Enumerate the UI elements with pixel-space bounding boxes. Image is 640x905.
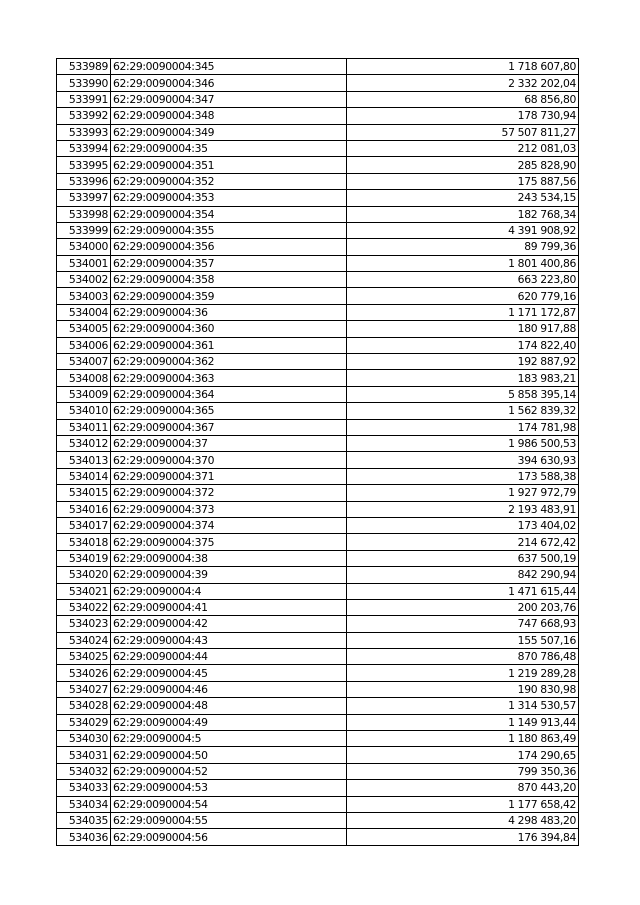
cadastral-number-cell: 62:29:0090004:356 <box>111 239 347 255</box>
table-row <box>57 75 579 91</box>
row-number-cell: 533999 <box>57 222 111 238</box>
cadastral-value-cell: 1 219 289,28 <box>347 665 579 681</box>
cadastral-number-cell: 62:29:0090004:363 <box>111 370 347 386</box>
table-row <box>57 452 579 468</box>
table-row <box>57 501 579 517</box>
cadastral-value-cell: 842 290,94 <box>347 567 579 583</box>
row-number-cell: 534018 <box>57 534 111 550</box>
table-row <box>57 550 579 566</box>
cadastral-value-cell: 180 917,88 <box>347 321 579 337</box>
cadastral-number-cell: 62:29:0090004:49 <box>111 714 347 730</box>
table-row <box>57 91 579 107</box>
row-number-cell: 533993 <box>57 124 111 140</box>
table-row <box>57 632 579 648</box>
row-number-cell: 534032 <box>57 763 111 779</box>
table-row <box>57 419 579 435</box>
row-number-cell: 533994 <box>57 140 111 156</box>
row-number-cell: 533996 <box>57 173 111 189</box>
cadastral-number-cell: 62:29:0090004:44 <box>111 649 347 665</box>
cadastral-value-cell: 637 500,19 <box>347 550 579 566</box>
cadastral-value-cell: 174 822,40 <box>347 337 579 353</box>
row-number-cell: 534036 <box>57 829 111 845</box>
row-number-cell: 534017 <box>57 517 111 533</box>
cadastral-value-cell: 155 507,16 <box>347 632 579 648</box>
cadastral-value-cell: 176 394,84 <box>347 829 579 845</box>
table-row <box>57 59 579 75</box>
table-row <box>57 173 579 189</box>
cadastral-number-cell: 62:29:0090004:55 <box>111 812 347 828</box>
cadastral-number-cell: 62:29:0090004:375 <box>111 534 347 550</box>
row-number-cell: 534009 <box>57 386 111 402</box>
cadastral-number-cell: 62:29:0090004:357 <box>111 255 347 271</box>
table-row <box>57 567 579 583</box>
table-row <box>57 403 579 419</box>
cadastral-number-cell: 62:29:0090004:362 <box>111 354 347 370</box>
row-number-cell: 534008 <box>57 370 111 386</box>
row-number-cell: 534033 <box>57 780 111 796</box>
table-body <box>57 59 579 846</box>
cadastral-value-cell: 870 443,20 <box>347 780 579 796</box>
cadastral-number-cell: 62:29:0090004:373 <box>111 501 347 517</box>
cadastral-number-cell: 62:29:0090004:349 <box>111 124 347 140</box>
table-row <box>57 239 579 255</box>
row-number-cell: 533991 <box>57 91 111 107</box>
cadastral-number-cell: 62:29:0090004:351 <box>111 157 347 173</box>
row-number-cell: 534016 <box>57 501 111 517</box>
row-number-cell: 534022 <box>57 599 111 615</box>
cadastral-number-cell: 62:29:0090004:347 <box>111 91 347 107</box>
cadastral-number-cell: 62:29:0090004:370 <box>111 452 347 468</box>
cadastral-value-cell: 1 801 400,86 <box>347 255 579 271</box>
cadastral-number-cell: 62:29:0090004:36 <box>111 304 347 320</box>
cadastral-number-cell: 62:29:0090004:50 <box>111 747 347 763</box>
cadastral-value-cell: 200 203,76 <box>347 599 579 615</box>
table-row <box>57 370 579 386</box>
row-number-cell: 534028 <box>57 698 111 714</box>
row-number-cell: 534015 <box>57 485 111 501</box>
row-number-cell: 533990 <box>57 75 111 91</box>
table-row <box>57 337 579 353</box>
cadastral-value-cell: 57 507 811,27 <box>347 124 579 140</box>
cadastral-number-cell: 62:29:0090004:46 <box>111 681 347 697</box>
cadastral-value-cell: 4 391 908,92 <box>347 222 579 238</box>
cadastral-number-cell: 62:29:0090004:354 <box>111 206 347 222</box>
table-row <box>57 665 579 681</box>
row-number-cell: 534025 <box>57 649 111 665</box>
row-number-cell: 534003 <box>57 288 111 304</box>
cadastral-number-cell: 62:29:0090004:361 <box>111 337 347 353</box>
row-number-cell: 534034 <box>57 796 111 812</box>
cadastral-number-cell: 62:29:0090004:39 <box>111 567 347 583</box>
row-number-cell: 534021 <box>57 583 111 599</box>
table-row <box>57 255 579 271</box>
row-number-cell: 534026 <box>57 665 111 681</box>
cadastral-value-cell: 1 149 913,44 <box>347 714 579 730</box>
row-number-cell: 534005 <box>57 321 111 337</box>
cadastral-value-cell: 663 223,80 <box>347 272 579 288</box>
row-number-cell: 534030 <box>57 731 111 747</box>
table-row <box>57 108 579 124</box>
table-row <box>57 124 579 140</box>
cadastral-number-cell: 62:29:0090004:5 <box>111 731 347 747</box>
cadastral-number-cell: 62:29:0090004:346 <box>111 75 347 91</box>
table-row <box>57 435 579 451</box>
cadastral-number-cell: 62:29:0090004:348 <box>111 108 347 124</box>
cadastral-value-cell: 89 799,36 <box>347 239 579 255</box>
cadastral-number-cell: 62:29:0090004:372 <box>111 485 347 501</box>
cadastral-number-cell: 62:29:0090004:52 <box>111 763 347 779</box>
cadastral-value-cell: 192 887,92 <box>347 354 579 370</box>
table-row <box>57 763 579 779</box>
table-row <box>57 698 579 714</box>
cadastral-number-cell: 62:29:0090004:364 <box>111 386 347 402</box>
cadastral-number-cell: 62:29:0090004:42 <box>111 616 347 632</box>
cadastral-number-cell: 62:29:0090004:358 <box>111 272 347 288</box>
cadastral-number-cell: 62:29:0090004:355 <box>111 222 347 238</box>
cadastral-number-cell: 62:29:0090004:371 <box>111 468 347 484</box>
cadastral-value-cell: 1 177 658,42 <box>347 796 579 812</box>
row-number-cell: 533995 <box>57 157 111 173</box>
table-row <box>57 386 579 402</box>
table-row <box>57 796 579 812</box>
cadastral-value-cell: 1 562 839,32 <box>347 403 579 419</box>
table-row <box>57 681 579 697</box>
cadastral-number-cell: 62:29:0090004:37 <box>111 435 347 451</box>
table-row <box>57 812 579 828</box>
row-number-cell: 534011 <box>57 419 111 435</box>
table-row <box>57 616 579 632</box>
row-number-cell: 534001 <box>57 255 111 271</box>
row-number-cell: 534000 <box>57 239 111 255</box>
table-row <box>57 206 579 222</box>
row-number-cell: 534012 <box>57 435 111 451</box>
cadastral-number-cell: 62:29:0090004:360 <box>111 321 347 337</box>
row-number-cell: 534020 <box>57 567 111 583</box>
cadastral-value-cell: 173 588,38 <box>347 468 579 484</box>
cadastral-number-cell: 62:29:0090004:35 <box>111 140 347 156</box>
row-number-cell: 534010 <box>57 403 111 419</box>
cadastral-value-table <box>56 58 579 846</box>
row-number-cell: 534013 <box>57 452 111 468</box>
cadastral-number-cell: 62:29:0090004:352 <box>111 173 347 189</box>
cadastral-value-cell: 173 404,02 <box>347 517 579 533</box>
cadastral-number-cell: 62:29:0090004:43 <box>111 632 347 648</box>
table-row <box>57 517 579 533</box>
cadastral-number-cell: 62:29:0090004:345 <box>111 59 347 75</box>
table-row <box>57 321 579 337</box>
cadastral-value-cell: 1 314 530,57 <box>347 698 579 714</box>
cadastral-number-cell: 62:29:0090004:4 <box>111 583 347 599</box>
table-row <box>57 829 579 845</box>
table-row <box>57 780 579 796</box>
cadastral-number-cell: 62:29:0090004:56 <box>111 829 347 845</box>
cadastral-value-cell: 870 786,48 <box>347 649 579 665</box>
table-row <box>57 649 579 665</box>
cadastral-value-cell: 174 290,65 <box>347 747 579 763</box>
cadastral-value-cell: 68 856,80 <box>347 91 579 107</box>
table-row <box>57 747 579 763</box>
cadastral-value-cell: 174 781,98 <box>347 419 579 435</box>
cadastral-number-cell: 62:29:0090004:41 <box>111 599 347 615</box>
row-number-cell: 534035 <box>57 812 111 828</box>
cadastral-number-cell: 62:29:0090004:53 <box>111 780 347 796</box>
row-number-cell: 533989 <box>57 59 111 75</box>
cadastral-value-cell: 747 668,93 <box>347 616 579 632</box>
cadastral-value-cell: 4 298 483,20 <box>347 812 579 828</box>
table-row <box>57 731 579 747</box>
table-row <box>57 222 579 238</box>
cadastral-number-cell: 62:29:0090004:374 <box>111 517 347 533</box>
row-number-cell: 533997 <box>57 190 111 206</box>
cadastral-number-cell: 62:29:0090004:38 <box>111 550 347 566</box>
row-number-cell: 534031 <box>57 747 111 763</box>
cadastral-number-cell: 62:29:0090004:353 <box>111 190 347 206</box>
table-row <box>57 599 579 615</box>
cadastral-value-cell: 285 828,90 <box>347 157 579 173</box>
row-number-cell: 534027 <box>57 681 111 697</box>
cadastral-value-cell: 1 180 863,49 <box>347 731 579 747</box>
table-row <box>57 304 579 320</box>
row-number-cell: 534019 <box>57 550 111 566</box>
cadastral-value-cell: 2 332 202,04 <box>347 75 579 91</box>
row-number-cell: 534023 <box>57 616 111 632</box>
table-row <box>57 288 579 304</box>
cadastral-number-cell: 62:29:0090004:45 <box>111 665 347 681</box>
cadastral-value-cell: 212 081,03 <box>347 140 579 156</box>
cadastral-value-cell: 1 927 972,79 <box>347 485 579 501</box>
row-number-cell: 534002 <box>57 272 111 288</box>
table-row <box>57 534 579 550</box>
row-number-cell: 534006 <box>57 337 111 353</box>
table-row <box>57 140 579 156</box>
cadastral-value-cell: 178 730,94 <box>347 108 579 124</box>
cadastral-value-cell: 1 171 172,87 <box>347 304 579 320</box>
cadastral-number-cell: 62:29:0090004:48 <box>111 698 347 714</box>
row-number-cell: 533998 <box>57 206 111 222</box>
cadastral-value-cell: 182 768,34 <box>347 206 579 222</box>
cadastral-value-cell: 1 718 607,80 <box>347 59 579 75</box>
cadastral-number-cell: 62:29:0090004:367 <box>111 419 347 435</box>
row-number-cell: 534029 <box>57 714 111 730</box>
row-number-cell: 534004 <box>57 304 111 320</box>
cadastral-value-cell: 799 350,36 <box>347 763 579 779</box>
cadastral-number-cell: 62:29:0090004:359 <box>111 288 347 304</box>
cadastral-value-cell: 620 779,16 <box>347 288 579 304</box>
table-row <box>57 714 579 730</box>
row-number-cell: 534007 <box>57 354 111 370</box>
table-row <box>57 190 579 206</box>
table-row <box>57 583 579 599</box>
cadastral-value-cell: 2 193 483,91 <box>347 501 579 517</box>
row-number-cell: 534024 <box>57 632 111 648</box>
cadastral-value-cell: 394 630,93 <box>347 452 579 468</box>
row-number-cell: 533992 <box>57 108 111 124</box>
cadastral-value-cell: 1 986 500,53 <box>347 435 579 451</box>
cadastral-value-cell: 1 471 615,44 <box>347 583 579 599</box>
cadastral-value-cell: 175 887,56 <box>347 173 579 189</box>
cadastral-number-cell: 62:29:0090004:54 <box>111 796 347 812</box>
cadastral-value-cell: 190 830,98 <box>347 681 579 697</box>
cadastral-value-cell: 183 983,21 <box>347 370 579 386</box>
table-row <box>57 157 579 173</box>
table-row <box>57 354 579 370</box>
cadastral-number-cell: 62:29:0090004:365 <box>111 403 347 419</box>
cadastral-value-cell: 243 534,15 <box>347 190 579 206</box>
cadastral-value-cell: 5 858 395,14 <box>347 386 579 402</box>
table-row <box>57 272 579 288</box>
table-row <box>57 485 579 501</box>
table-row <box>57 468 579 484</box>
row-number-cell: 534014 <box>57 468 111 484</box>
cadastral-value-cell: 214 672,42 <box>347 534 579 550</box>
